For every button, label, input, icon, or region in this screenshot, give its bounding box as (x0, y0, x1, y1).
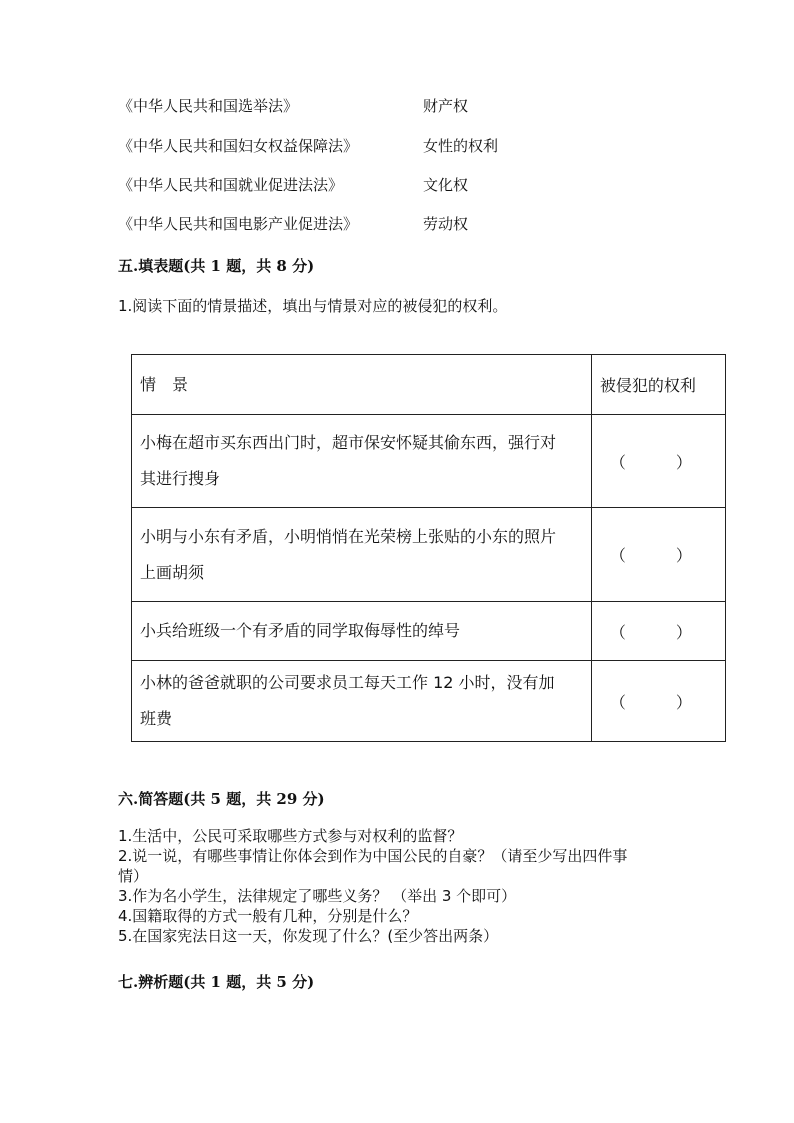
scene-table (131, 354, 726, 742)
table-row (132, 602, 726, 661)
right-name: 财产权 (423, 97, 469, 115)
table-row (132, 415, 726, 508)
law-name: 《中华人民共和国就业促进法法》 (118, 176, 344, 194)
answer-blank[interactable]: （ ） (591, 508, 725, 602)
law-name: 《中华人民共和国选举法》 (118, 97, 299, 115)
list-item: 情） (118, 867, 149, 885)
matching-row (118, 96, 468, 116)
matching-row (118, 175, 468, 195)
question-text: 1.阅读下面的情景描述，填出与情景对应的被侵犯的权利。 (118, 297, 508, 315)
list-item: 3.作为名小学生，法律规定了哪些义务？ （举出 3 个即可） (118, 887, 517, 905)
scene-cell: 小林的爸爸就职的公司要求员工每天工作 12 小时，没有加 班费 (132, 661, 592, 742)
list-item: 5.在国家宪法日这一天，你发现了什么？(至少答出两条） (118, 927, 499, 945)
list-item: 2.说一说，有哪些事情让你体会到作为中国公民的自豪？（请至少写出四件事 (118, 847, 628, 865)
table-row (132, 508, 726, 602)
law-name: 《中华人民共和国电影产业促进法》 (118, 215, 359, 233)
list-item: 1.生活中，公民可采取哪些方式参与对权利的监督？ (118, 827, 463, 845)
short-answer-list (118, 826, 678, 946)
table-row (132, 661, 726, 742)
matching-row (118, 136, 498, 156)
header-right: 被侵犯的权利 (591, 355, 725, 415)
section-title: 五.填表题(共 1 题，共 8 分) (118, 257, 315, 275)
right-name: 劳动权 (423, 215, 469, 233)
matching-row (118, 214, 468, 234)
right-name: 女性的权利 (423, 137, 499, 155)
section-title: 七.辨析题(共 1 题，共 5 分) (118, 973, 315, 991)
header-scene: 情 景 (132, 355, 592, 415)
right-name: 文化权 (423, 176, 469, 194)
scene-cell: 小兵给班级一个有矛盾的同学取侮辱性的绰号 (132, 602, 592, 661)
scene-cell: 小明与小东有矛盾，小明悄悄在光荣榜上张贴的小东的照片 上画胡须 (132, 508, 592, 602)
list-item: 4.国籍取得的方式一般有几种，分别是什么？ (118, 907, 418, 925)
answer-blank[interactable]: （ ） (591, 661, 725, 742)
scene-cell: 小梅在超市买东西出门时，超市保安怀疑其偷东西，强行对 其进行搜身 (132, 415, 592, 508)
law-name: 《中华人民共和国妇女权益保障法》 (118, 137, 359, 155)
answer-blank[interactable]: （ ） (591, 602, 725, 661)
answer-blank[interactable]: （ ） (591, 415, 725, 508)
table-header-row (132, 355, 726, 415)
section-title: 六.简答题(共 5 题，共 29 分) (118, 790, 325, 808)
